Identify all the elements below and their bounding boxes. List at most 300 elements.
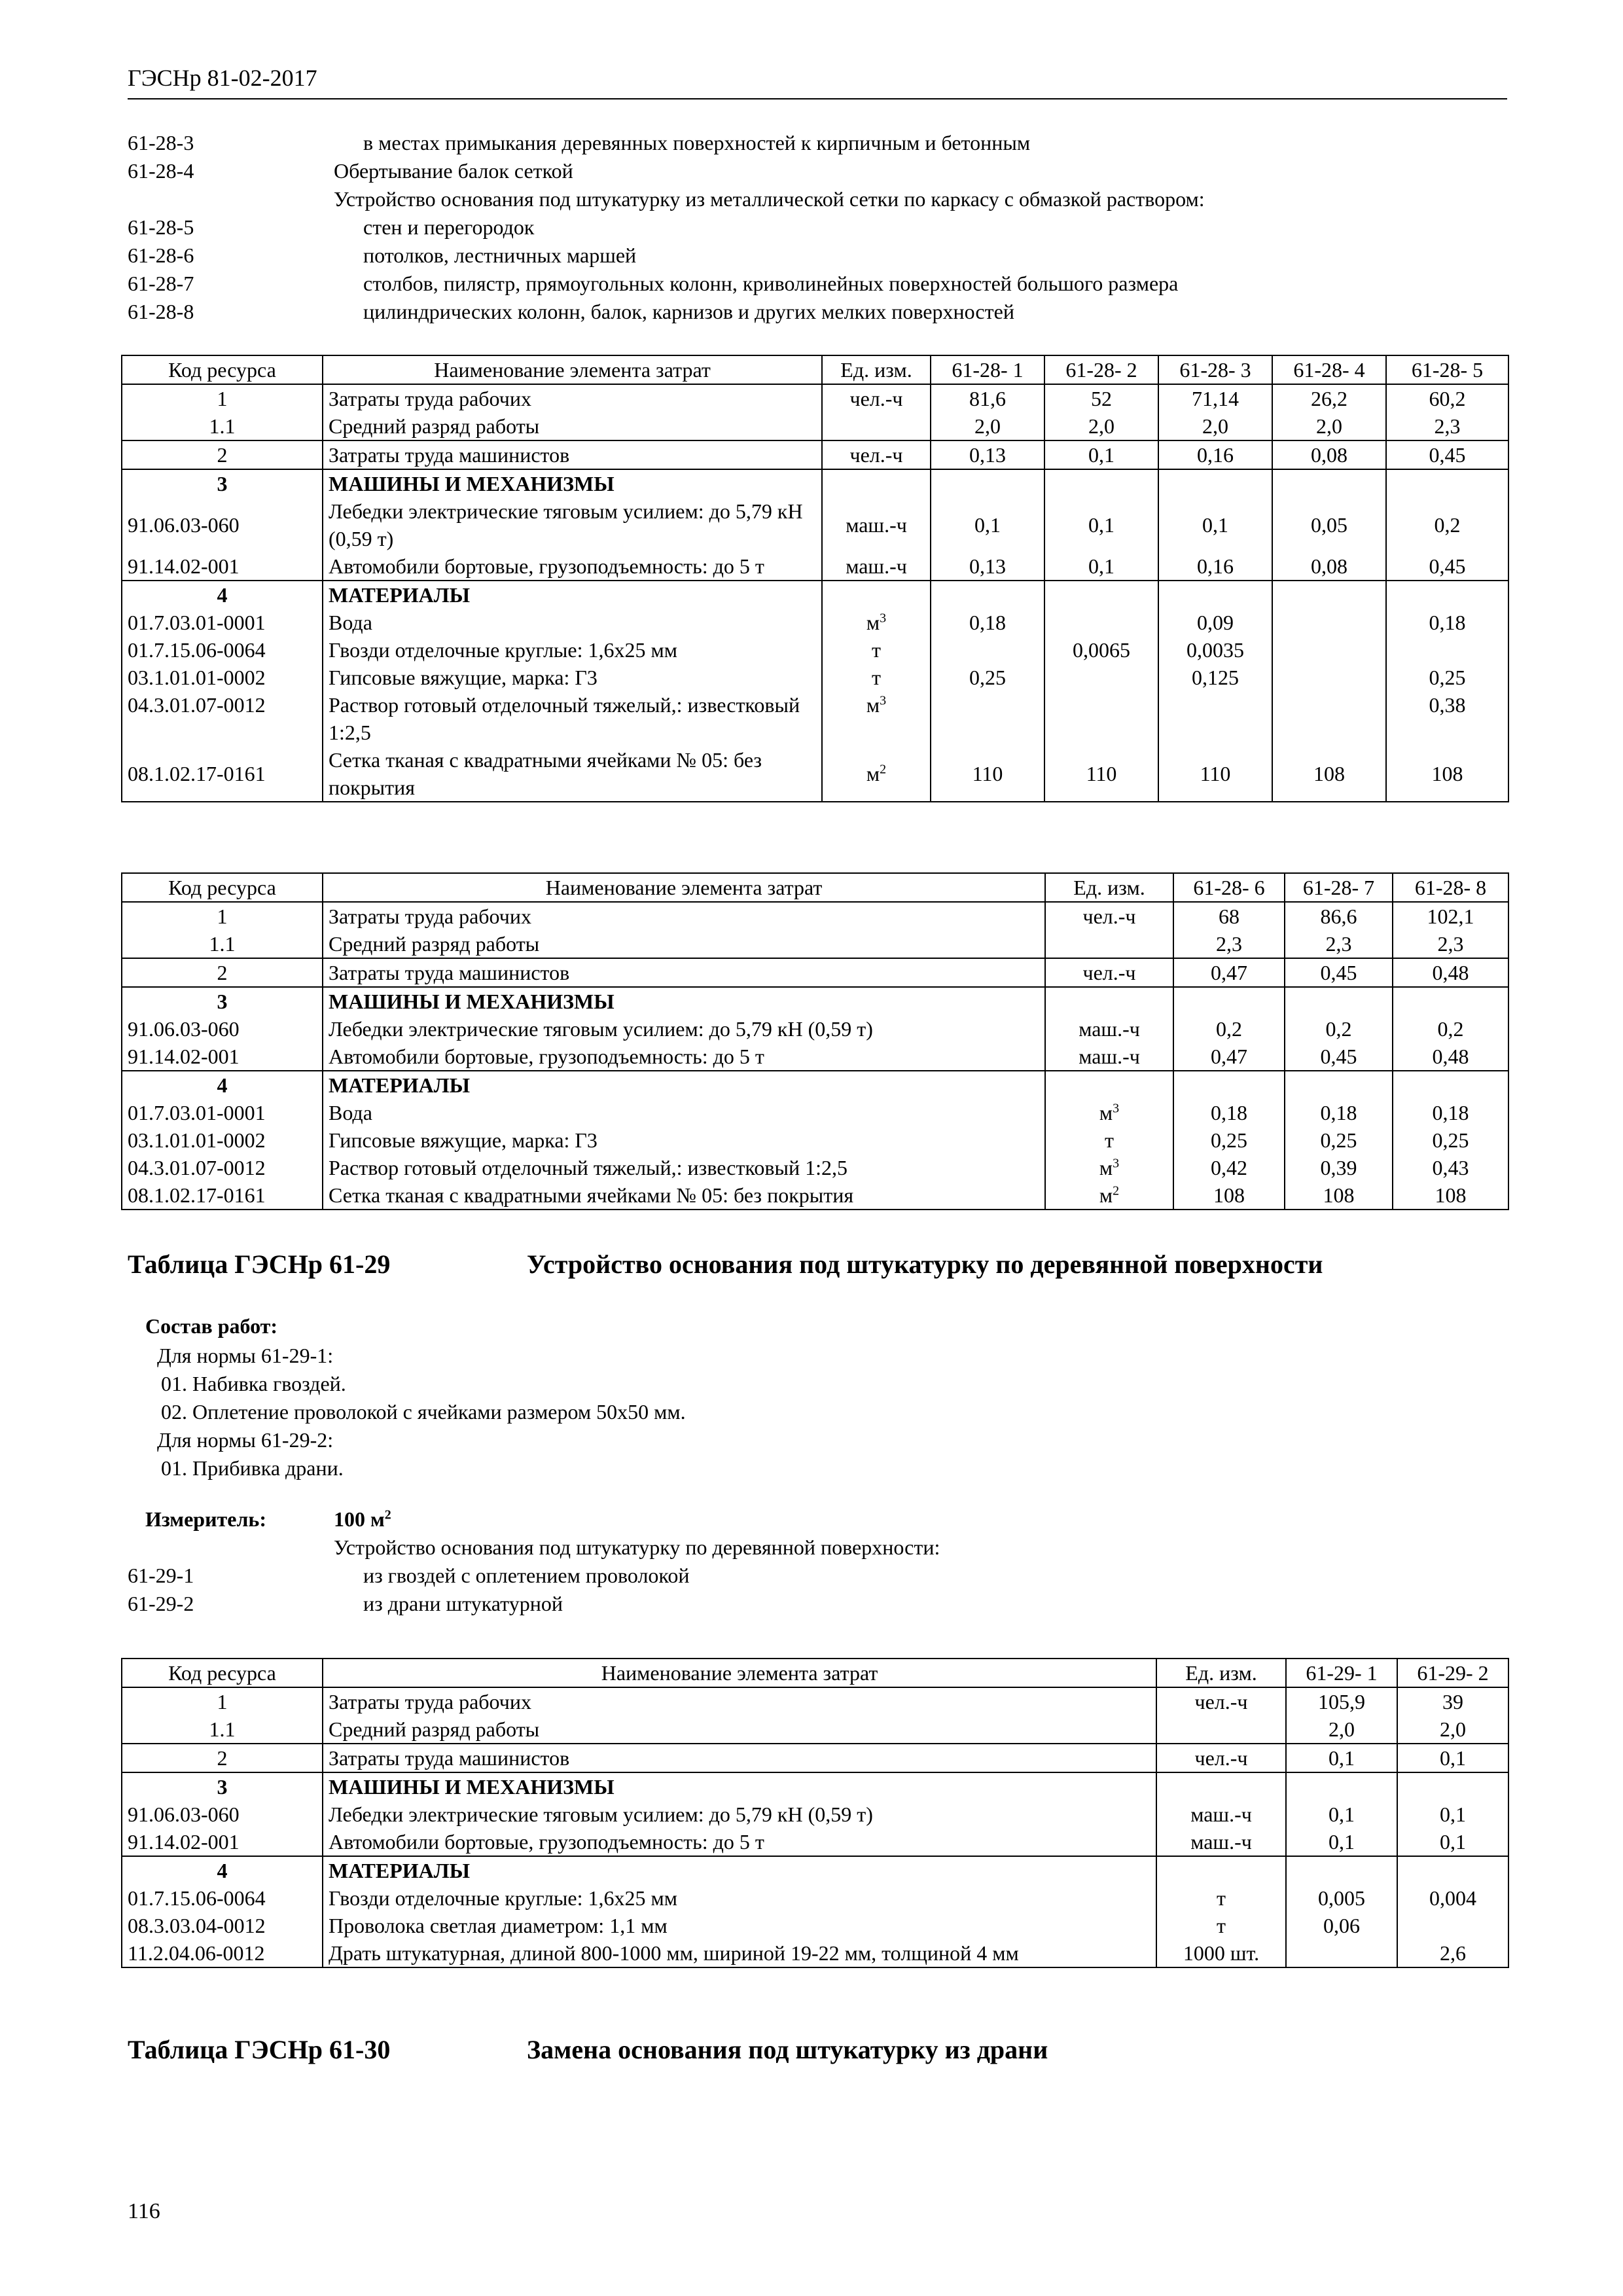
intro-line — [128, 157, 1507, 185]
value-cell — [1272, 691, 1386, 746]
table-row — [122, 1912, 1508, 1939]
table-row — [122, 581, 1508, 609]
norm-code: 61-29-2 — [128, 1592, 194, 1615]
resource-code-cell: 1.1 — [122, 412, 323, 440]
resource-name-cell: Автомобили бортовые, грузоподъемность: до 5 т — [323, 552, 822, 581]
norm-code: 61-29-1 — [128, 1564, 194, 1587]
table-61-29-title: Устройство основания под штукатурку по деревянной поверхности — [527, 1249, 1323, 1279]
unit-text: маш.-ч — [846, 513, 907, 537]
resource-code-cell: 91.14.02-001 — [122, 552, 323, 581]
unit-cell — [822, 746, 931, 802]
intro-line — [128, 213, 1507, 242]
resource-name-cell: Затраты труда машинистов — [323, 958, 1045, 987]
value-cell: 0,43 — [1393, 1154, 1508, 1181]
value-cell: 0,13 — [931, 552, 1044, 581]
norm-code: 61-28-5 — [128, 215, 194, 239]
value-cell: 0,1 — [1044, 552, 1158, 581]
measure-label: Измеритель: — [145, 1507, 266, 1531]
unit-text: чел.-ч — [1082, 905, 1136, 928]
table-row — [122, 902, 1508, 930]
resource-name-cell: Сетка тканая с квадратными ячейками № 05: без покрытия — [323, 746, 822, 802]
value-cell — [1158, 469, 1272, 497]
norm-code: 61-28-3 — [128, 131, 194, 154]
unit-text: маш.-ч — [1079, 1017, 1140, 1041]
value-cell — [931, 691, 1044, 746]
table-row — [122, 1801, 1508, 1828]
value-cell: 2,0 — [1397, 1715, 1508, 1744]
value-cell: 2,3 — [1285, 930, 1393, 958]
column-header: Ед. изм. — [1156, 1659, 1286, 1687]
value-cell: 71,14 — [1158, 384, 1272, 412]
unit-text: м — [866, 611, 880, 634]
work-composition-heading: Состав работ: — [145, 1314, 278, 1338]
table-row — [122, 636, 1508, 664]
work-line: 01. Набивка гвоздей. — [161, 1372, 346, 1395]
resource-code-cell: 1 — [122, 1687, 323, 1715]
unit-text: чел.-ч — [1082, 961, 1136, 984]
value-cell: 0,16 — [1158, 552, 1272, 581]
unit-cell — [1156, 1715, 1286, 1744]
column-header: 61-28- 2 — [1044, 355, 1158, 384]
table-row — [122, 1828, 1508, 1856]
value-cell: 0,25 — [1393, 1126, 1508, 1154]
unit-cell — [822, 581, 931, 609]
resource-name-cell: Лебедки электрические тяговым усилием: до 5,79 кН (0,59 т) — [323, 1801, 1156, 1828]
unit-cell — [1045, 1043, 1173, 1071]
unit-cell — [1156, 1772, 1286, 1801]
table-row — [122, 1181, 1508, 1210]
value-cell: 0,18 — [1393, 1099, 1508, 1126]
resource-name-cell: Драть штукатурная, длиной 800-1000 мм, шириной 19-22 мм, толщиной 4 мм — [323, 1939, 1156, 1967]
unit-cell — [1156, 1687, 1286, 1715]
resource-name-cell: Средний разряд работы — [323, 930, 1045, 958]
unit-exponent: 3 — [880, 611, 887, 626]
unit-cell — [1045, 930, 1173, 958]
value-cell — [1286, 1856, 1397, 1884]
unit-text: чел.-ч — [1194, 1690, 1248, 1713]
resource-name-cell: Гипсовые вяжущие, марка: Г3 — [323, 1126, 1045, 1154]
value-cell: 108 — [1285, 1181, 1393, 1210]
resource-name-cell: Вода — [323, 1099, 1045, 1126]
value-cell: 2,0 — [1044, 412, 1158, 440]
unit-cell — [822, 664, 931, 691]
value-cell: 102,1 — [1393, 902, 1508, 930]
value-cell — [931, 636, 1044, 664]
resource-name-cell: Гвозди отделочные круглые: 1,6х25 мм — [323, 1884, 1156, 1912]
value-cell — [1286, 1939, 1397, 1967]
resource-name-cell: Затраты труда рабочих — [323, 384, 822, 412]
resource-code-cell: 01.7.03.01-0001 — [122, 1099, 323, 1126]
value-cell: 0,1 — [1158, 497, 1272, 552]
unit-cell — [1156, 1939, 1286, 1967]
value-cell — [1173, 1071, 1285, 1099]
unit-text: чел.-ч — [849, 443, 903, 467]
table-row — [122, 691, 1508, 746]
column-header: 61-28- 8 — [1393, 873, 1508, 902]
unit-exponent: 2 — [880, 762, 887, 777]
resource-name-cell: МАШИНЫ И МЕХАНИЗМЫ — [323, 1772, 1156, 1801]
measure-description: Устройство основания под штукатурку по деревянной поверхности: — [334, 1535, 940, 1559]
column-header: 61-28- 6 — [1173, 873, 1285, 902]
value-cell: 0,16 — [1158, 440, 1272, 469]
value-cell: 0,125 — [1158, 664, 1272, 691]
value-cell: 0,48 — [1393, 1043, 1508, 1071]
resource-code-cell: 1.1 — [122, 930, 323, 958]
value-cell — [1285, 987, 1393, 1015]
table-row — [122, 412, 1508, 440]
value-cell — [1386, 469, 1508, 497]
resource-name-cell: МАТЕРИАЛЫ — [323, 1856, 1156, 1884]
value-cell — [1044, 664, 1158, 691]
resource-code-cell: 08.1.02.17-0161 — [122, 1181, 323, 1210]
value-cell: 108 — [1272, 746, 1386, 802]
value-cell: 0,39 — [1285, 1154, 1393, 1181]
value-cell: 0,25 — [931, 664, 1044, 691]
resource-name-cell: Сетка тканая с квадратными ячейками № 05: без покрытия — [323, 1181, 1045, 1210]
column-header: 61-28- 3 — [1158, 355, 1272, 384]
table-row — [122, 1939, 1508, 1967]
table-row — [122, 1856, 1508, 1884]
table-row — [122, 497, 1508, 552]
page-number: 116 — [128, 2199, 160, 2223]
resource-code-cell: 3 — [122, 987, 323, 1015]
resource-code-cell: 01.7.15.06-0064 — [122, 1884, 323, 1912]
unit-cell — [822, 609, 931, 636]
column-header: 61-28- 1 — [931, 355, 1044, 384]
resource-code-cell: 03.1.01.01-0002 — [122, 664, 323, 691]
value-cell: 0,45 — [1285, 1043, 1393, 1071]
resource-code-cell: 08.3.03.04-0012 — [122, 1912, 323, 1939]
column-header: 61-28- 4 — [1272, 355, 1386, 384]
value-cell: 0,2 — [1386, 497, 1508, 552]
intro-line — [128, 185, 1507, 213]
value-cell: 2,0 — [1158, 412, 1272, 440]
norm-text: из гвоздей с оплетением проволокой — [363, 1564, 690, 1587]
unit-text: м — [866, 693, 880, 717]
value-cell: 0,1 — [931, 497, 1044, 552]
value-cell — [1272, 609, 1386, 636]
value-cell: 2,3 — [1393, 930, 1508, 958]
value-cell: 0,08 — [1272, 552, 1386, 581]
column-header: Наименование элемента затрат — [323, 355, 822, 384]
table-header-row — [122, 1659, 1508, 1687]
intro-line — [128, 242, 1507, 270]
unit-exponent: 2 — [1113, 1183, 1120, 1198]
table-header-row — [122, 355, 1508, 384]
value-cell: 2,0 — [1286, 1715, 1397, 1744]
intro-norm-list — [128, 129, 1507, 326]
unit-exponent: 3 — [1113, 1156, 1120, 1171]
table-row — [122, 1154, 1508, 1181]
value-cell: 108 — [1386, 746, 1508, 802]
value-cell: 0,1 — [1397, 1801, 1508, 1828]
value-cell: 108 — [1173, 1181, 1285, 1210]
value-cell: 2,6 — [1397, 1939, 1508, 1967]
unit-cell — [1156, 1912, 1286, 1939]
value-cell — [1272, 469, 1386, 497]
resource-table-61-28-1-5 — [121, 355, 1509, 802]
norm-text: Обертывание балок сеткой — [334, 159, 573, 183]
value-cell: 0,2 — [1173, 1015, 1285, 1043]
column-header: 61-29- 2 — [1397, 1659, 1508, 1687]
value-cell: 0,1 — [1397, 1744, 1508, 1772]
value-cell: 0,0035 — [1158, 636, 1272, 664]
resource-code-cell: 91.14.02-001 — [122, 1043, 323, 1071]
table-row — [122, 1099, 1508, 1126]
value-cell: 0,2 — [1393, 1015, 1508, 1043]
value-cell — [1386, 581, 1508, 609]
resource-code-cell: 11.2.04.06-0012 — [122, 1939, 323, 1967]
value-cell: 0,47 — [1173, 1043, 1285, 1071]
resource-code-cell: 91.06.03-060 — [122, 1015, 323, 1043]
norm-list-61-29 — [128, 1562, 1109, 1618]
norm-code: 61-28-4 — [128, 159, 194, 183]
work-line: 01. Прибивка драни. — [161, 1456, 344, 1480]
value-cell: 0,1 — [1044, 497, 1158, 552]
resource-name-cell: Гипсовые вяжущие, марка: Г3 — [323, 664, 822, 691]
column-header: 61-28- 5 — [1386, 355, 1508, 384]
unit-text: 1000 шт. — [1183, 1941, 1260, 1965]
resource-table-61-28-6-8 — [121, 872, 1509, 1210]
resource-name-cell: Раствор готовый отделочный тяжелый,: известковый 1:2,5 — [323, 691, 822, 746]
resource-code-cell: 3 — [122, 469, 323, 497]
value-cell: 0,1 — [1044, 440, 1158, 469]
unit-cell — [822, 412, 931, 440]
resource-code-cell: 04.3.01.07-0012 — [122, 691, 323, 746]
table-row — [122, 1071, 1508, 1099]
unit-cell — [1156, 1884, 1286, 1912]
value-cell: 0,2 — [1285, 1015, 1393, 1043]
table-row — [122, 552, 1508, 581]
unit-text: маш.-ч — [1190, 1803, 1252, 1826]
resource-name-cell: МАТЕРИАЛЫ — [323, 1071, 1045, 1099]
unit-cell — [1045, 958, 1173, 987]
unit-text: т — [1105, 1128, 1114, 1152]
value-cell — [1158, 691, 1272, 746]
unit-text: маш.-ч — [1079, 1045, 1140, 1068]
resource-name-cell: Вода — [323, 609, 822, 636]
norm-code: 61-28-6 — [128, 243, 194, 267]
unit-cell — [1045, 1099, 1173, 1126]
table-row — [122, 1772, 1508, 1801]
value-cell: 86,6 — [1285, 902, 1393, 930]
value-cell: 0,005 — [1286, 1884, 1397, 1912]
resource-code-cell: 3 — [122, 1772, 323, 1801]
resource-code-cell: 4 — [122, 581, 323, 609]
value-cell — [1397, 1772, 1508, 1801]
measure-value: 100 $м^2$ — [334, 1507, 391, 1531]
value-cell — [931, 581, 1044, 609]
value-cell — [1044, 469, 1158, 497]
value-cell — [1393, 1071, 1508, 1099]
resource-name-cell: Лебедки электрические тяговым усилием: до 5,79 кН (0,59 т) — [323, 1015, 1045, 1043]
table-row — [122, 958, 1508, 987]
value-cell — [1158, 581, 1272, 609]
value-cell: 0,05 — [1272, 497, 1386, 552]
table-row — [122, 440, 1508, 469]
table-row — [122, 664, 1508, 691]
resource-code-cell: 1.1 — [122, 1715, 323, 1744]
value-cell: 0,1 — [1286, 1801, 1397, 1828]
value-cell: 0,45 — [1386, 552, 1508, 581]
norm-line — [128, 1590, 1109, 1618]
value-cell: 0,004 — [1397, 1884, 1508, 1912]
column-header: 61-28- 7 — [1285, 873, 1393, 902]
value-cell: 110 — [931, 746, 1044, 802]
resource-name-cell: Затраты труда машинистов — [323, 1744, 1156, 1772]
unit-text: м — [1099, 1101, 1113, 1124]
unit-cell — [1156, 1828, 1286, 1856]
value-cell: 0,45 — [1285, 958, 1393, 987]
value-cell — [1044, 581, 1158, 609]
value-cell — [1272, 664, 1386, 691]
unit-text: чел.-ч — [849, 387, 903, 410]
value-cell — [1044, 609, 1158, 636]
unit-cell — [822, 469, 931, 497]
value-cell: 2,3 — [1173, 930, 1285, 958]
unit-cell — [1156, 1744, 1286, 1772]
norm-text: Устройство основания под штукатурку из металлической сетки по каркасу с обмазкой раствором: — [334, 187, 1205, 211]
column-header: 61-29- 1 — [1286, 1659, 1397, 1687]
table-row — [122, 1884, 1508, 1912]
resource-name-cell: Лебедки электрические тяговым усилием: до 5,79 кН (0,59 т) — [323, 497, 822, 552]
resource-name-cell: Раствор готовый отделочный тяжелый,: известковый 1:2,5 — [323, 1154, 1045, 1181]
value-cell: 0,25 — [1386, 664, 1508, 691]
unit-cell — [822, 497, 931, 552]
resource-code-cell: 2 — [122, 958, 323, 987]
column-header: Код ресурса — [122, 1659, 323, 1687]
unit-text: м — [1099, 1183, 1113, 1207]
unit-exponent: 3 — [880, 693, 887, 708]
value-cell: 0,13 — [931, 440, 1044, 469]
value-cell — [1397, 1912, 1508, 1939]
work-line: Для нормы 61-29-2: — [157, 1428, 334, 1452]
table-row — [122, 1687, 1508, 1715]
table-row — [122, 930, 1508, 958]
value-cell: 0,38 — [1386, 691, 1508, 746]
resource-code-cell: 1 — [122, 384, 323, 412]
column-header: Код ресурса — [122, 355, 323, 384]
resource-name-cell: Автомобили бортовые, грузоподъемность: до 5 т — [323, 1828, 1156, 1856]
unit-text: маш.-ч — [846, 554, 907, 578]
value-cell: 0,25 — [1173, 1126, 1285, 1154]
value-cell — [931, 469, 1044, 497]
table-row — [122, 469, 1508, 497]
value-cell: 110 — [1044, 746, 1158, 802]
unit-cell — [1045, 1071, 1173, 1099]
unit-text: м — [1099, 1156, 1113, 1179]
resource-name-cell: Затраты труда машинистов — [323, 440, 822, 469]
resource-code-cell: 1 — [122, 902, 323, 930]
value-cell: 108 — [1393, 1181, 1508, 1210]
resource-table-61-29 — [121, 1658, 1509, 1968]
norm-text: стен и перегородок — [363, 215, 535, 239]
value-cell: 0,09 — [1158, 609, 1272, 636]
work-composition-list — [157, 1342, 686, 1482]
value-cell: 0,45 — [1386, 440, 1508, 469]
unit-cell — [1045, 1181, 1173, 1210]
intro-line — [128, 270, 1507, 298]
value-cell: 0,1 — [1286, 1828, 1397, 1856]
resource-name-cell: Проволока светлая диаметром: 1,1 мм — [323, 1912, 1156, 1939]
header-rule — [128, 98, 1507, 99]
column-header: Наименование элемента затрат — [323, 873, 1045, 902]
value-cell: 81,6 — [931, 384, 1044, 412]
column-header: Наименование элемента затрат — [323, 1659, 1156, 1687]
work-line: Для нормы 61-29-1: — [157, 1344, 334, 1367]
value-cell — [1044, 691, 1158, 746]
value-cell: 0,48 — [1393, 958, 1508, 987]
resource-code-cell: 91.06.03-060 — [122, 497, 323, 552]
value-cell: 68 — [1173, 902, 1285, 930]
value-cell: 2,0 — [1272, 412, 1386, 440]
unit-text: маш.-ч — [1190, 1830, 1252, 1854]
resource-name-cell: МАШИНЫ И МЕХАНИЗМЫ — [323, 987, 1045, 1015]
resource-code-cell: 01.7.15.06-0064 — [122, 636, 323, 664]
table-row — [122, 1043, 1508, 1071]
resource-name-cell: МАТЕРИАЛЫ — [323, 581, 822, 609]
unit-text: т — [872, 666, 881, 689]
resource-name-cell: Автомобили бортовые, грузоподъемность: до 5 т — [323, 1043, 1045, 1071]
table-row — [122, 1015, 1508, 1043]
resource-code-cell: 4 — [122, 1071, 323, 1099]
value-cell: 0,18 — [1285, 1099, 1393, 1126]
value-cell: 60,2 — [1386, 384, 1508, 412]
intro-line — [128, 298, 1507, 326]
value-cell: 110 — [1158, 746, 1272, 802]
unit-cell — [1156, 1856, 1286, 1884]
resource-code-cell: 01.7.03.01-0001 — [122, 609, 323, 636]
unit-cell — [1045, 1154, 1173, 1181]
norm-text: столбов, пилястр, прямоугольных колонн, криволинейных поверхностей большого размера — [363, 272, 1179, 295]
value-cell — [1393, 987, 1508, 1015]
unit-cell — [1045, 902, 1173, 930]
work-line: 02. Оплетение проволокой с ячейками размером 50х50 мм. — [161, 1400, 686, 1424]
norm-code: 61-28-7 — [128, 272, 194, 295]
value-cell: 0,18 — [1386, 609, 1508, 636]
unit-text: м — [866, 762, 880, 785]
value-cell — [1285, 1071, 1393, 1099]
table-row — [122, 987, 1508, 1015]
resource-code-cell: 91.14.02-001 — [122, 1828, 323, 1856]
resource-name-cell: Гвозди отделочные круглые: 1,6х25 мм — [323, 636, 822, 664]
value-cell: 26,2 — [1272, 384, 1386, 412]
value-cell: 39 — [1397, 1687, 1508, 1715]
value-cell: 0,18 — [1173, 1099, 1285, 1126]
unit-cell — [1045, 1126, 1173, 1154]
value-cell: 0,06 — [1286, 1912, 1397, 1939]
value-cell: 52 — [1044, 384, 1158, 412]
norm-text: потолков, лестничных маршей — [363, 243, 637, 267]
table-row — [122, 384, 1508, 412]
value-cell: 0,42 — [1173, 1154, 1285, 1181]
table-row — [122, 1715, 1508, 1744]
value-cell: 105,9 — [1286, 1687, 1397, 1715]
value-cell: 0,18 — [931, 609, 1044, 636]
unit-text: чел.-ч — [1194, 1746, 1248, 1770]
value-cell: 0,0065 — [1044, 636, 1158, 664]
value-cell — [1397, 1856, 1508, 1884]
value-cell — [1272, 636, 1386, 664]
resource-code-cell: 2 — [122, 440, 323, 469]
value-cell: 0,47 — [1173, 958, 1285, 987]
table-header-row — [122, 873, 1508, 902]
resource-name-cell: МАШИНЫ И МЕХАНИЗМЫ — [323, 469, 822, 497]
table-61-30-title: Замена основания под штукатурку из драни — [527, 2035, 1048, 2064]
resource-name-cell: Средний разряд работы — [323, 412, 822, 440]
unit-cell — [1045, 987, 1173, 1015]
table-row — [122, 609, 1508, 636]
